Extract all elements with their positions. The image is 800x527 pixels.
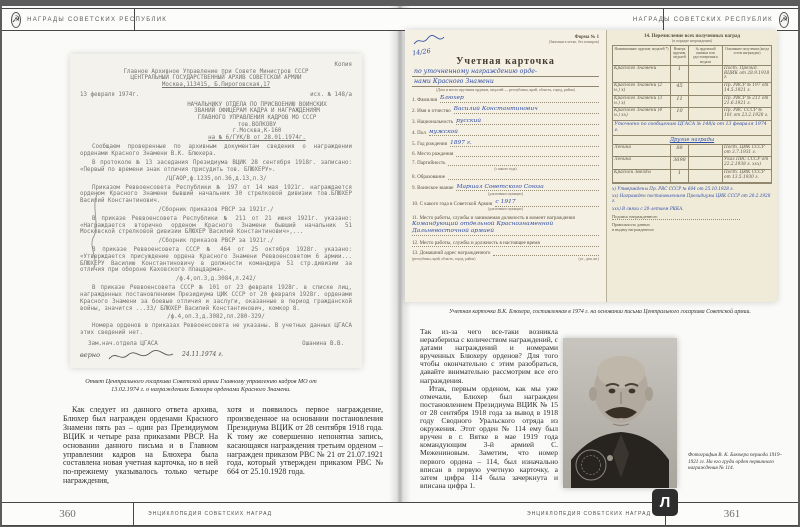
photo-caption: Фотография В. К. Блюхера периода 1919–1921 гг. На его груди орден первичного награждения № 114. [688, 452, 783, 472]
table-header-cell: Наименование орденов, медалей *) [613, 46, 671, 66]
card-field-row [412, 184, 599, 192]
award-number-cell: 10 [671, 108, 689, 121]
award-name-cell: Ленина [613, 145, 671, 158]
field-note: (для военнослужащих) [487, 207, 524, 212]
page-number: 360 [2, 503, 134, 525]
handwritten-reg-mark: 14/26 [411, 46, 432, 58]
card-footnote: х) Утверждены Пр. РВС СССР № 664 от 25.10.1928 г. [612, 185, 734, 191]
award-number-cell: 11 [671, 96, 689, 109]
awards-section-subheading: (в порядке награждения) [671, 39, 713, 43]
field-value: мужской [429, 129, 599, 137]
table-header-cell: № орденской книжки или удостоверения к медали [689, 46, 723, 66]
letter-paragraph: В протоколе № 13 заседания Президиума ВЦИК 28 сентября 1918г. записано: «Первый по времени знак отличия присудить тов. БЛЮХЕРУ». [80, 160, 352, 173]
letter-paragraph: В приказе Реввоенсовета Республики № 211 от 21 июня 1921г. указано: «Награждается вторично орденом Красного Знамени бывший начальник 51 Московской стрелковой дивизии БЛЮХЕР Василий Константинович»,... [80, 216, 352, 236]
copy-label: Копия [334, 62, 352, 68]
card-field-row [412, 250, 599, 256]
card-field-row [412, 199, 599, 207]
field-label: 13. Домашний адрес награжденного [412, 250, 491, 257]
card-footnote: ххх) В связи с 20-летием РККА. [612, 205, 684, 211]
award-basis-cell: Пр. РВС СССР № 101 от 23.2.1928 г. [723, 108, 771, 121]
award-book-cell [689, 66, 723, 83]
field-label: 4. Пол [412, 130, 426, 137]
award-basis-cell: Пост. ЦИК СССР от 3.7.1931 г. [723, 145, 771, 158]
field-label: 11. Место работы, службы и занимаемая должность в момент награждения [412, 214, 575, 221]
letter-citation: /ф.4,оп.3,д.3082,лл.280-329/ [167, 314, 265, 321]
field-value: с 1917 [495, 199, 599, 207]
field-note: (республика, край, область, город, район) [412, 256, 476, 261]
handwritten-date: 24.11.1974 г. [182, 351, 224, 359]
verify-line: Правильность данных [612, 222, 650, 228]
addressee-line: ГЛАВНОГО УПРАВЛЕНИЯ КАДРОВ МО СССР [197, 114, 317, 121]
field-value [456, 155, 599, 157]
body-column: хотя и появилось первое награждение, произведенное на основании постановления Президиума ВЦИК от 28 сентября 1918 года. К тому же совершенно непонятна запись, касающаяся награждения третьим орденом – награжден приказом РВС № 21 от 21.07.1921 года, который утвержден приказом РВС № 664 от 25.10.1928 года. [227, 405, 383, 477]
table-header-cell: Основание получения (когда и чем награжден) [723, 46, 771, 66]
card-field-row [412, 118, 599, 126]
award-basis-cell: Пр. РВСР № 197 от 14.5.1921 г. [723, 83, 771, 96]
card-field-row [412, 160, 599, 166]
card-field-row [412, 129, 599, 137]
running-head-right [400, 8, 798, 31]
award-name-cell: Красного Знамени [613, 66, 671, 83]
body-column: Как следует из данного ответа архива, Блюхер был награжден орденами Красного Знамени пять раз – один раз Президиумом ВЦИК и четыре раза приказами РВСР. На основании данного письма и в Главном управлении кадров на Блюхера была составлена новая учетная карточка, но в ней по-прежнему указывалось только четыре награждения, [63, 405, 218, 486]
card-right-half [607, 30, 777, 302]
field-value: Василий Константинович [454, 106, 599, 114]
letter-paragraph: В приказе Реввоенсовета СССР № 101 от 23 февраля 1928г. в списке лиц, награжденных постановлением Президиума ЦИК СССР от 20 февраля 1928г. орденами Красного Знамени за боевые отличия и заслуги, оказанные в период гражданской войны, значится ...33/ БЛЮХЕР Василий Константинович, комкор 8. [80, 285, 352, 312]
card-subtitle-handwritten: по уточненному награждению орде- [412, 67, 599, 77]
addressee-name: тов.ВОЛКОВУ [237, 121, 277, 128]
labirint-watermark-badge [652, 489, 678, 516]
award-number-cell: 3698 [671, 157, 689, 170]
document-caption: Ответ Центрального госархива Советской армии Главному управлению кадров МО от 13.02.1974 г. о награждениях Блюхера орденами Красного Знамени. [85, 378, 317, 393]
series-title: ЭНЦИКЛОПЕДИЯ СОВЕТСКИХ НАГРАД [527, 511, 651, 517]
card-field-row [412, 106, 599, 114]
award-number-cell: 1 [671, 170, 689, 183]
verify-line: и выдачу награжденного [612, 227, 655, 233]
letter-citation: /ф.4,оп.3,д.3084,л.242/ [175, 276, 257, 283]
field-label: 5. Год рождения [412, 141, 447, 148]
running-head-title: НАГРАДЫ СОВЕТСКИХ РЕСПУБЛИК [632, 16, 773, 23]
award-book-cell [689, 170, 723, 183]
signature-line-label: Подпись награжденного [612, 214, 740, 220]
body-paragraph: Итак, первым орденом, как мы уже отмечали, Блюхер был награжден постановлением Президиума ВЦИК № 15 от 28 сентября 1918 года за вывод в 1918 году Сводного Уральского отряда из окружения. Этот орден № 114 ему был вручен в г. Вятке в мае 1919 года командующим 3-й армией С. Межениновым. Заметим, что номер первого ордена – 114, был изначально вписан в первую учетную карточку, а затем цифра 114 была зачеркнута и вписана цифра 1. [420, 383, 558, 490]
body-paragraph: Так из-за чего все-таки возникла неразбериха с количеством награждений, с датами награждений и номерами врученных Блюхеру орденов? Для того чтобы окончательно с этим разобраться, давайте внимательно рассмотрим все его награждения. [420, 327, 558, 385]
letter-citation: /Сборник приказов РВСР за 1921г./ [158, 238, 274, 245]
field-value: Командующий отдельной Краснознаменной Дальневосточной армией [412, 221, 599, 236]
field-label: 8. Образование [412, 174, 446, 181]
letterhead-line: Главное Архивное Управление при Совете Министров СССР [123, 68, 309, 75]
letter-paragraph: В приказе Реввоенсовета СССР № 464 от 25 октября 1928г. указано: «Утверждается присуждение ордена Красного Знамени Реввоенсоветом 6 армии... БЛЮХЕРУ Василию Константиновичу в должности командира 51 стр.дивизии за отличия при обороне Каховского плацдарма». [80, 247, 352, 274]
card-field-row [412, 95, 599, 103]
awards-table [612, 45, 772, 184]
hammer-sickle-logo-icon: ☭ [11, 12, 21, 28]
field-value [448, 165, 599, 167]
award-name-cell: Красного Знамени (4 н.) хх) [613, 108, 671, 121]
fill-instruction: (Заполнять четко, без помарок) [548, 40, 599, 44]
labirint-letter: Л [659, 494, 671, 511]
addressee-line: ЗВАНИЙ ОФИЦЕРАМ КАДРА И НАГРАЖДЕНИЯМ [194, 108, 320, 115]
signoff-name: Ошанина В.В. [302, 340, 344, 347]
field-label: 9. Воинское звание [412, 185, 454, 192]
award-book-cell [689, 145, 723, 158]
running-head-title: НАГРАДЫ СОВЕТСКИХ РЕСПУБЛИК [27, 16, 168, 23]
archival-letter-scan [70, 54, 362, 368]
letter-date: 13 февраля 1974г. [80, 91, 140, 98]
field-note: (с какого года) [494, 166, 517, 171]
reply-ref: на № 6/ГУК/В от 28.01.1974г. [208, 135, 306, 142]
card-field-row [412, 215, 599, 236]
field-label: 1. Фамилия [412, 97, 437, 104]
registration-card-scan [405, 30, 777, 302]
field-note: (ул., дом, кв.) [578, 256, 599, 261]
card-subtitle-handwritten: нами Красного Знамени [412, 77, 599, 87]
handwritten-verify-note: верно [80, 351, 100, 360]
card-footnote: хх) Награжден постановлением Президиума ЦИК СССР от 20.2.1928 г. [612, 192, 771, 204]
field-value [412, 246, 599, 247]
addressee-line: НАЧАЛЬНИКУ ОТДЕЛА ПО ПРИСВОЕНИЮ ВОИНСКИХ [187, 101, 327, 108]
handwritten-signature [106, 349, 176, 363]
signoff-position: Зам.нач.отдела ЦГАСА [88, 340, 158, 347]
award-basis-cell: Пост. ЦИК СССР от 13.5.1930 г. [723, 170, 771, 183]
series-title: ЭНЦИКЛОПЕДИЯ СОВЕТСКИХ НАГРАД [148, 511, 272, 517]
awards-section-heading: 14. Перечисление всех полученных наград [643, 34, 741, 39]
footer-right [400, 502, 798, 526]
award-number-cell: 45 [671, 83, 689, 96]
field-value [448, 179, 599, 181]
award-name-cell: Красного Знамени (2 н.) х) [613, 83, 671, 96]
body-column [420, 328, 558, 490]
field-label: 6. Место рождения [412, 150, 454, 157]
letter-paragraph: Номера орденов в приказах Реввоенсовета не указаны. В учетных данных ЦГАСА этих сведений нет. [80, 323, 352, 337]
letterhead-address: Москва,113415, Б.Пироговская,17 [161, 82, 271, 89]
letter-citation: /Сборник приказов РВСР за 1921г./ [158, 206, 274, 213]
award-number-cell: 88 [671, 145, 689, 158]
letter-paragraph: Приказом Реввоенсовета Республики № 197 от 14 мая 1921г. награждается орденом Красного Знамени бывший начальник 30 стрелковой дивизии тов.БЛЮХЕР Василий Константинович. [80, 184, 352, 205]
award-basis-cell: Пост. Презид. ВЦИК от 28.9.1918 г. [723, 66, 771, 83]
addressee-city: г.Москва,К-160 [232, 128, 282, 135]
award-name-cell: Красного Знамени (3 н.) х) [613, 96, 671, 109]
field-value: Блюхер [440, 95, 599, 103]
field-label: 10. С какого года в Советской Армии [412, 200, 493, 207]
other-awards-heading: Другие награды [613, 136, 771, 145]
field-label: 12. Место работы, службы и должность в настоящее время [412, 239, 540, 246]
margin-mark [88, 190, 102, 270]
field-value: 1897 г. [450, 140, 599, 148]
card-field-row [412, 151, 599, 157]
award-book-cell [689, 83, 723, 96]
award-book-cell [689, 157, 723, 170]
card-title: Учетная карточка [456, 56, 555, 67]
field-value: Маршал Советского Союза [456, 184, 599, 192]
card-caption: Учетная карточка В.К. Блюхера, составленная в 1974 г. на основании письма Центрального госархива Советской армии. [449, 309, 751, 315]
blyukher-portrait-photo [563, 338, 677, 488]
field-label: 7. Партийность [412, 160, 446, 167]
award-book-cell [689, 108, 723, 121]
award-number-cell: 1 [671, 66, 689, 83]
running-head-left [2, 8, 400, 31]
letter-paragraph: Сообщаем проверенные по архивным документам сведения о награждении орденами Красного Знамени В.К. Блюхера. [80, 144, 352, 157]
form-number: Форма № 1 [574, 35, 599, 40]
award-basis-cell: Пр. РВСР № 211 от 21.6.1921 г. [723, 96, 771, 109]
card-field-row [412, 174, 599, 180]
card-field-row [412, 140, 599, 148]
field-label: 3. Национальность [412, 119, 454, 126]
card-subnote: (Дата и место вручения орденов, медалей — республика, край, область, город, район) [436, 88, 575, 92]
award-name-cell: Красной Звезды [613, 170, 671, 183]
page-number: 361 [665, 503, 798, 525]
clarification-note: Уточнено по сообщению ЦГАСА № 148/а от 13 февраля 1974 г. [613, 121, 771, 136]
card-left-half [405, 30, 607, 302]
award-book-cell [689, 96, 723, 109]
letter-out-ref: исх. № 148/а [310, 91, 352, 98]
card-field-row [412, 240, 599, 247]
award-name-cell: Ленина [613, 157, 671, 170]
table-header-cell: Номера орденов, медалей [671, 46, 689, 66]
field-value: русский [456, 118, 599, 126]
hammer-sickle-logo-icon: ☭ [779, 12, 789, 28]
letterhead-line: ЦЕНТРАЛЬНЫЙ ГОСУДАРСТВЕННЫЙ АРХИВ СОВЕТСКОЙ АРМИИ [130, 75, 302, 82]
letter-citation: /ЦГАОР,ф.1235,оп.36,д.13,л.3/ [165, 175, 267, 182]
award-basis-cell: Указ ПВС СССР от 22.2.1938 г. ххх) [723, 157, 771, 170]
field-note: (для военнослужащих) [487, 191, 524, 196]
footer-left [2, 502, 400, 526]
field-label: 2. Имя и отчество [412, 108, 451, 115]
